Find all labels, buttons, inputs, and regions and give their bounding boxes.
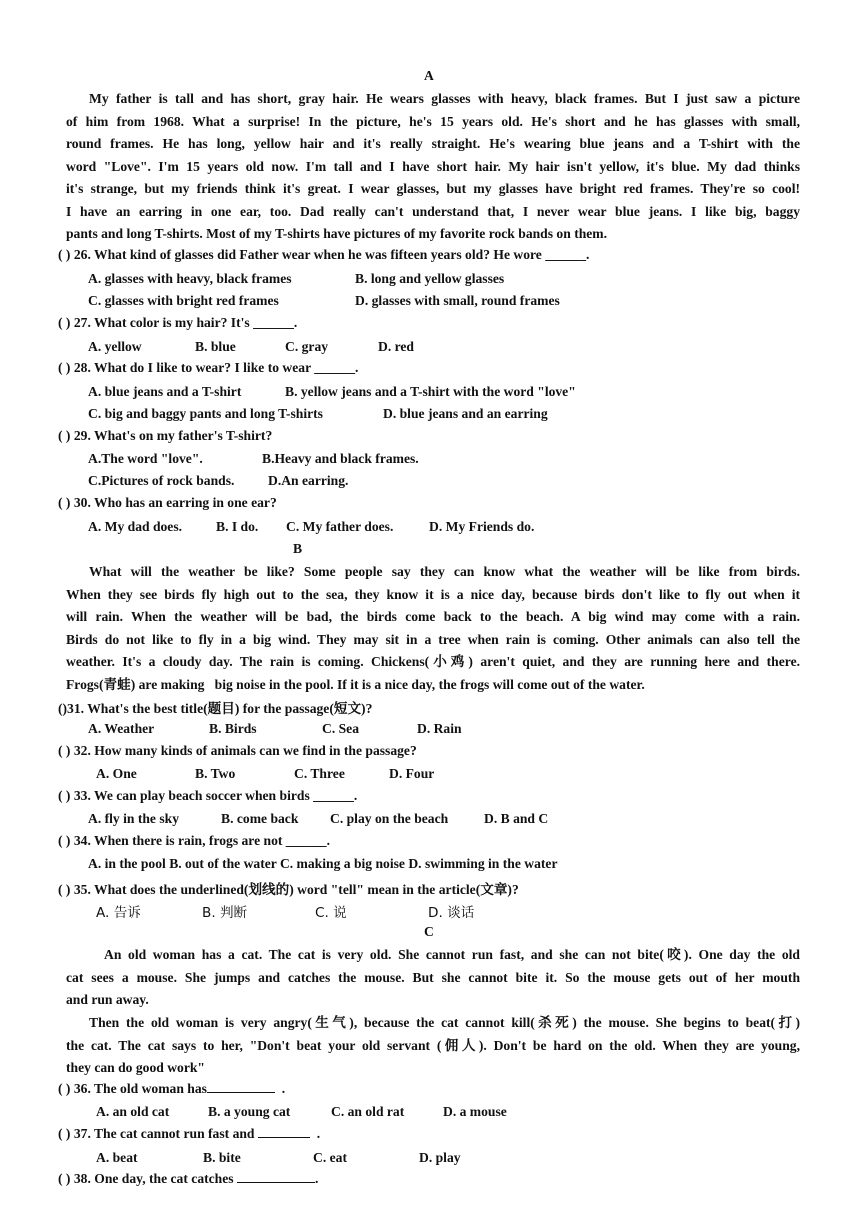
question-27: ( ) 27. What color is my hair? It's ______. (58, 315, 298, 330)
question-38 (58, 1171, 318, 1187)
q36-option-c: C. an old rat (331, 1104, 405, 1119)
q37-option-c: C. eat (313, 1150, 347, 1165)
q26-option-d: D. glasses with small, round frames (355, 293, 560, 308)
q32-option-c: C. Three (294, 766, 345, 781)
section-c-heading: C (424, 924, 434, 939)
passage-line: of him from 1968. What a surprise! In the picture, he's 15 years old. He's short and he has glasses with small, (66, 113, 800, 129)
passage-line: Frogs(青蛙) are making big noise in the pool. If it is a nice day, the frogs will come out of the water. (66, 676, 645, 692)
passage-line: When they see birds fly high out to the sea, they know it is a nice day, because birds don't like to fly out when it (66, 586, 800, 602)
q34-options: A. in the pool B. out of the water C. making a big noise D. swimming in the water (88, 856, 558, 871)
q35-option-a: A. 告诉 (96, 905, 141, 921)
question-38-end: . (314, 1171, 319, 1186)
answer-blank (207, 1081, 275, 1093)
q29-option-d: D.An earring. (268, 473, 349, 488)
question-30: ( ) 30. Who has an earring in one ear? (58, 495, 277, 510)
passage-line: the cat. The cat says to her, "Don't beat your old servant (佣人). Don't be hard on the old. When they are young, (66, 1037, 800, 1053)
q27-option-b: B. blue (195, 339, 236, 354)
passage-line: they can do good work" (66, 1060, 205, 1075)
q27-option-d: D. red (378, 339, 414, 354)
question-37 (58, 1126, 320, 1142)
passage-line: My father is tall and has short, gray hair. He wears glasses with heavy, black frames. But I just saw a picture (89, 91, 800, 106)
q33-option-d: D. B and C (484, 811, 549, 826)
question-36-end: . (281, 1081, 286, 1096)
question-36-stem: ( ) 36. The old woman has (58, 1081, 207, 1096)
question-34: ( ) 34. When there is rain, frogs are not ______. (58, 833, 330, 848)
section-c-passage-1 (66, 944, 800, 1012)
q31-option-a: A. Weather (88, 721, 155, 736)
q32-option-b: B. Two (195, 766, 236, 781)
q30-option-c: C. My father does. (286, 519, 394, 534)
q37-option-d: D. play (419, 1150, 461, 1165)
q31-option-d: D. Rain (417, 721, 462, 736)
question-31: ()31. What's the best title(题目) for the passage(短文)? (58, 701, 373, 716)
passage-line: and run away. (66, 992, 149, 1007)
passage-line: cat sees a mouse. She jumps and catches the mouse. But she cannot bite it. So the mouse gets out of her mouth (66, 969, 800, 985)
section-c-passage-2 (66, 1012, 800, 1080)
passage-line: it's strange, but my friends think it's great. I wear glasses, but my glasses have bright red frames. They're so cool! (66, 181, 800, 196)
passage-line: word "Love". I'm 15 years old now. I'm tall and I have short hair. My hair isn't yellow, it's blue. My dad thinks (66, 158, 800, 174)
q28-option-b: B. yellow jeans and a T-shirt with the word "love" (285, 384, 576, 399)
q28-option-c: C. big and baggy pants and long T-shirts (88, 406, 323, 421)
q26-option-c: C. glasses with bright red frames (88, 293, 279, 308)
q37-option-a: A. beat (96, 1150, 138, 1165)
section-a-heading: A (424, 68, 434, 83)
q36-option-a: A. an old cat (96, 1104, 170, 1119)
q32-option-a: A. One (96, 766, 137, 781)
q33-option-b: B. come back (221, 811, 299, 826)
section-b-passage (66, 561, 800, 696)
passage-line: Birds do not like to fly in a big wind. They may sit in a tree when rain is coming. Other animals can also tell the (66, 631, 800, 647)
q29-option-a: A.The word "love". (88, 451, 203, 466)
question-29: ( ) 29. What's on my father's T-shirt? (58, 428, 273, 443)
question-37-stem: ( ) 37. The cat cannot run fast and (58, 1126, 255, 1141)
question-36 (58, 1081, 285, 1097)
q31-option-b: B. Birds (209, 721, 257, 736)
q30-option-a: A. My dad does. (88, 519, 183, 534)
question-35: ( ) 35. What does the underlined(划线的) word "tell" mean in the article(文章)? (58, 882, 519, 897)
q27-option-a: A. yellow (88, 339, 142, 354)
q36-option-b: B. a young cat (208, 1104, 291, 1119)
q26-option-a: A. glasses with heavy, black frames (88, 271, 292, 286)
q33-option-c: C. play on the beach (330, 811, 449, 826)
q30-option-d: D. My Friends do. (429, 519, 535, 534)
question-28: ( ) 28. What do I like to wear? I like to wear ______. (58, 360, 359, 375)
passage-line: An old woman has a cat. The cat is very old. She cannot run fast, and she can not bite(咬). One day the old (104, 947, 800, 962)
q28-option-d: D. blue jeans and an earring (383, 406, 548, 421)
q33-option-a: A. fly in the sky (88, 811, 180, 826)
passage-line: Then the old woman is very angry(生气), because the cat cannot kill(杀死) the mouse. She begins to beat(打) (89, 1015, 800, 1030)
q35-option-c: C. 说 (315, 905, 347, 921)
q32-option-d: D. Four (389, 766, 435, 781)
answer-blank (237, 1171, 315, 1183)
q35-option-b: B. 判断 (202, 905, 248, 921)
q31-option-c: C. Sea (322, 721, 360, 736)
section-b-heading: B (293, 541, 303, 556)
q29-option-c: C.Pictures of rock bands. (88, 473, 235, 488)
passage-line: weather. It's a cloudy day. The rain is coming. Chickens(小鸡) aren't quiet, and they are running here and there. (66, 654, 800, 669)
q35-option-d: D. 谈话 (428, 905, 475, 921)
question-37-end: . (316, 1126, 321, 1141)
q29-option-b: B.Heavy and black frames. (262, 451, 419, 466)
question-26: ( ) 26. What kind of glasses did Father wear when he was fifteen years old? He wore ______. (58, 247, 590, 262)
q37-option-b: B. bite (203, 1150, 241, 1165)
q28-option-a: A. blue jeans and a T-shirt (88, 384, 242, 399)
section-a-passage (66, 88, 800, 246)
passage-line: I have an earring in one ear, too. Dad really can't understand that, I never wear blue jeans. I like big, baggy (66, 203, 800, 219)
question-38-stem: ( ) 38. One day, the cat catches (58, 1171, 234, 1186)
q30-option-b: B. I do. (216, 519, 259, 534)
q36-option-d: D. a mouse (443, 1104, 507, 1119)
passage-line: round frames. He has long, yellow hair and it's really straight. He's wearing blue jeans and a T-shirt with the (66, 136, 800, 151)
answer-blank (258, 1126, 310, 1138)
q26-option-b: B. long and yellow glasses (355, 271, 505, 286)
passage-line: pants and long T-shirts. Most of my T-shirts have pictures of my favorite rock bands on them. (66, 226, 608, 241)
question-33: ( ) 33. We can play beach soccer when birds ______. (58, 788, 358, 803)
passage-line: What will the weather be like? Some people say they can know what the weather will be like from birds. (89, 564, 800, 579)
q27-option-c: C. gray (285, 339, 329, 354)
passage-line: will rain. When the weather will be bad, the birds come back to the beach. A big wind may come with a rain. (66, 609, 800, 624)
question-32: ( ) 32. How many kinds of animals can we find in the passage? (58, 743, 417, 758)
